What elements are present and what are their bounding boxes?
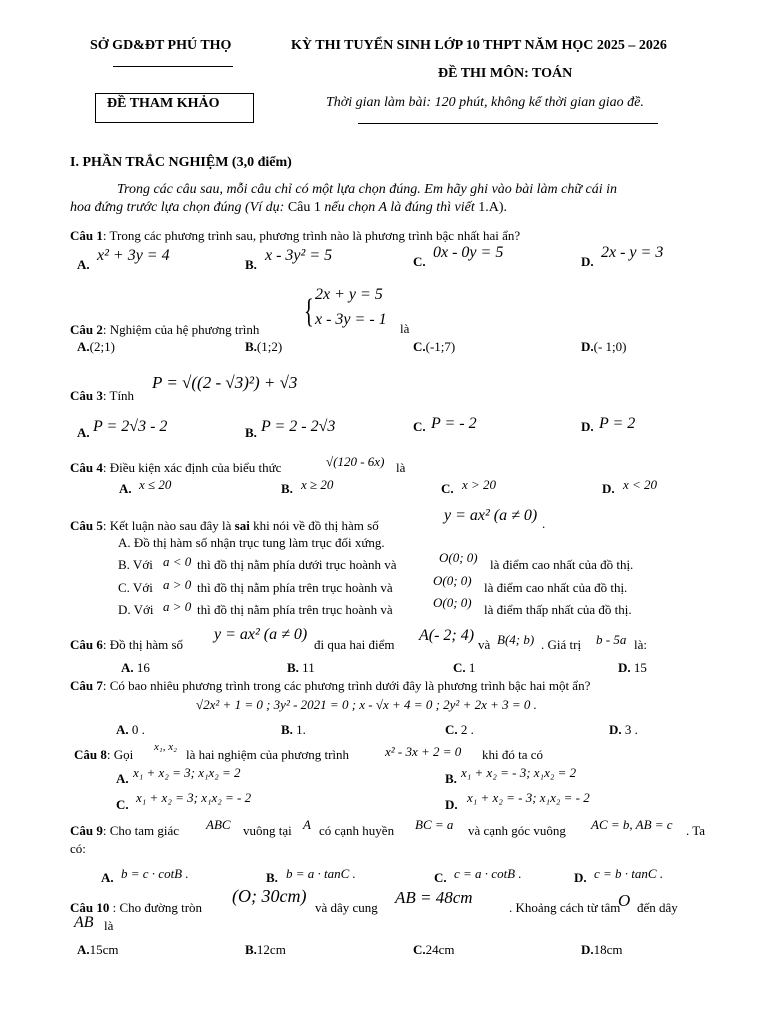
header-divider-left [113,66,233,67]
q5-function: y = ax² (a ≠ 0) [444,507,538,524]
q4-option-b: x ≥ 20 [301,477,334,492]
q6-option-a: A. 16 [121,660,150,675]
q5-option-d-text: thì đồ thị nằm phía trên trục hoành và [197,602,393,617]
q7-option-a: A. 0 . [116,722,145,737]
q3-option-b: P = 2 - 2√3 [261,418,336,435]
q3-expression: P = √((2 - √3)²) + √3 [152,373,298,392]
q3-option-b-label: B. [245,425,257,440]
q9-vertex: A [303,817,311,832]
q4-option-c-label: C. [441,481,454,496]
q5-option-c-point: O(0; 0) [433,573,472,588]
q10-tail: là [104,918,114,933]
q3-option-d: P = 2 [599,415,636,432]
q9-hypotenuse: BC = a [415,817,454,832]
q1-option-a-label: A. [77,257,90,272]
q8-tail: khi đó ta có [482,747,544,762]
q8-roots: x₁, x₂ [154,741,177,753]
q5-option-a: A. Đồ thị hàm số nhận trục tung làm trục đối xứng. [118,535,385,550]
q6-option-b: B. 11 [287,660,315,675]
q9-option-c-label: C. [434,870,447,885]
q8-option-d: x₁ + x₂ = - 3; x₁x₂ = - 2 [467,790,590,805]
q5-option-c-text: thì đồ thị nằm phía trên trục hoành và [197,580,393,595]
q8-option-b-label: B. [445,771,457,786]
q10-text-d: đến dây [637,900,678,915]
q4-option-c: x > 20 [462,477,497,492]
exam-title: KỲ THI TUYỂN SINH LỚP 10 THPT NĂM HỌC 2025 – 2026 [291,38,667,53]
q6-point-b: B(4; b) [497,632,535,647]
q9-option-b: b = a · tanC . [286,866,356,881]
q7-option-b: B. 1. [281,722,306,737]
q3-option-d-label: D. [581,419,594,434]
q2-option-c: C.(-1;7) [413,339,456,354]
q10-option-d: D.18cm [581,942,623,957]
exam-subject: ĐỀ THI MÔN: TOÁN [438,66,573,81]
q5-option-d: D. Với [118,602,154,617]
q9-option-a: b = c · cotB . [121,866,189,881]
q6-option-c: C. 1 [453,660,476,675]
q5-option-d-point: O(0; 0) [433,595,472,610]
q3-option-c-label: C. [413,419,426,434]
q10-chord-name: AB [74,914,94,931]
header-divider-right [358,123,658,124]
q1-option-d: 2x - y = 3 [601,244,664,261]
q6-tail1: . Giá trị [541,637,582,652]
q4-expression: √(120 - 6x) [326,454,385,469]
q3-option-a: P = 2√3 - 2 [93,418,168,435]
q6-tail2: là: [634,637,647,652]
q5-option-b-end: là điểm cao nhất của đồ thị. [490,557,634,572]
q9-legs: AC = b, AB = c [591,817,673,832]
q5-option-c: C. Với [118,580,153,595]
q8-equation: x² - 3x + 2 = 0 [385,744,462,759]
q1-option-c-label: C. [413,254,426,269]
question-5: Câu 5: Kết luận nào sau đây là sai khi nói về đồ thị hàm số [70,518,379,533]
q10-text-b: và dây cung [315,900,378,915]
section-title: I. PHẦN TRẮC NGHIỆM (3,0 điểm) [70,155,292,170]
q1-option-d-label: D. [581,254,594,269]
q7-option-c: C. 2 . [445,722,474,737]
question-8: Câu 8: Gọi [74,747,134,762]
q9-option-a-label: A. [101,870,114,885]
q9-option-d: c = b · tanC . [594,866,664,881]
q10-chord: AB = 48cm [395,888,473,907]
question-6: Câu 6: Đồ thị hàm số [70,637,184,652]
time-note: Thời gian làm bài: 120 phút, không kể thời gian giao đề. [326,95,644,110]
q8-option-a: x₁ + x₂ = 3; x₁x₂ = 2 [133,765,241,780]
q5-option-b-point: O(0; 0) [439,550,478,565]
q7-equations: √2x² + 1 = 0 ; 3y² - 2021 = 0 ; x - √x + 4 = 0 ; 2y² + 2x + 3 = 0 . [196,697,537,712]
q5-option-d-end: là điểm thấp nhất của đồ thị. [484,602,632,617]
q6-point-a: A(- 2; 4) [419,627,475,644]
q1-option-a: x² + 3y = 4 [97,247,170,264]
q5-dot: . [542,516,546,531]
q1-option-b-label: B. [245,257,257,272]
q3-option-a-label: A. [77,425,90,440]
q7-option-d: D. 3 . [609,722,638,737]
q10-circle: (O; 30cm) [232,886,307,906]
department-name: SỞ GD&ĐT PHÚ THỌ [90,38,232,53]
q2-option-d: D.(- 1;0) [581,339,627,354]
q1-option-b: x - 3y² = 5 [265,247,333,264]
q8-option-a-label: A. [116,771,129,786]
q2-tail: là [400,321,410,336]
question-4: Câu 4: Điều kiện xác định của biểu thức [70,460,282,475]
q2-option-a: A.(2;1) [77,339,115,354]
q8-text: là hai nghiệm của phương trình [186,747,350,762]
q5-option-d-cond: a > 0 [163,599,192,614]
question-7: Câu 7: Có bao nhiêu phương trình trong các phương trình dưới đây là phương trình bậc hai một ẩn? [70,678,591,693]
q6-and: và [478,637,491,652]
question-1: Câu 1: Trong các phương trình sau, phương trình nào là phương trình bậc nhất hai ẩn? [70,228,521,243]
q5-option-b-cond: a < 0 [163,554,192,569]
q2-system-eq2: x - 3y = - 1 [315,311,387,328]
q10-option-b: B.12cm [245,942,286,957]
q6-function: y = ax² (a ≠ 0) [214,626,308,643]
q9-option-b-label: B. [266,870,278,885]
q9-option-c: c = a · cotB . [454,866,522,881]
q8-option-b: x₁ + x₂ = - 3; x₁x₂ = 2 [461,765,577,780]
q2-option-b: B.(1;2) [245,339,283,354]
q4-tail: là [396,460,406,475]
q10-center: O [618,891,631,910]
question-2: Câu 2: Nghiệm của hệ phương trình [70,322,260,337]
question-10: Câu 10 : Cho đường tròn [70,900,203,915]
system-brace: { [304,293,314,330]
q4-option-b-label: B. [281,481,293,496]
q4-option-a: x ≤ 20 [139,477,172,492]
q9-option-d-label: D. [574,870,587,885]
q3-option-c: P = - 2 [431,415,477,432]
q9-text-b: vuông tại [243,823,292,838]
section-intro-line1: Trong các câu sau, mỗi câu chỉ có một lựa chọn đúng. Em hãy ghi vào bài làm chữ cái in [117,182,618,197]
reference-badge: ĐỀ THAM KHẢO [107,96,220,111]
q8-option-d-label: D. [445,797,458,812]
q9-triangle: ABC [206,817,231,832]
q5-option-c-end: là điểm cao nhất của đồ thị. [484,580,628,595]
q10-option-a: A.15cm [77,942,119,957]
q5-option-c-cond: a > 0 [163,577,192,592]
q2-system-eq1: 2x + y = 5 [315,286,383,303]
q5-option-b-text: thì đồ thị nằm phía dưới trục hoành và [197,557,397,572]
question-3: Câu 3: Tính [70,388,135,403]
q6-option-d: D. 15 [618,660,647,675]
q8-option-c: x₁ + x₂ = 3; x₁x₂ = - 2 [136,790,252,805]
q9-line2: có: [70,841,86,856]
q10-text-c: . Khoảng cách từ tâm [509,900,621,915]
q4-option-a-label: A. [119,481,132,496]
q9-text-c: có cạnh huyền [319,823,395,838]
q6-expression: b - 5a [596,632,627,647]
q9-text-e: . Ta [686,823,706,838]
section-intro-line2: hoa đứng trước lựa chọn đúng (Ví dụ: Câu 1 nếu chọn A là đúng thì viết 1.A). [70,200,508,215]
q6-mid-text: đi qua hai điểm [314,637,395,652]
q4-option-d: x < 20 [623,477,658,492]
q9-text-d: và cạnh góc vuông [468,823,566,838]
q5-option-b: B. Với [118,557,153,572]
q1-option-c: 0x - 0y = 5 [433,244,504,261]
q10-option-c: C.24cm [413,942,455,957]
question-9: Câu 9: Cho tam giác [70,823,180,838]
q8-option-c-label: C. [116,797,129,812]
q4-option-d-label: D. [602,481,615,496]
